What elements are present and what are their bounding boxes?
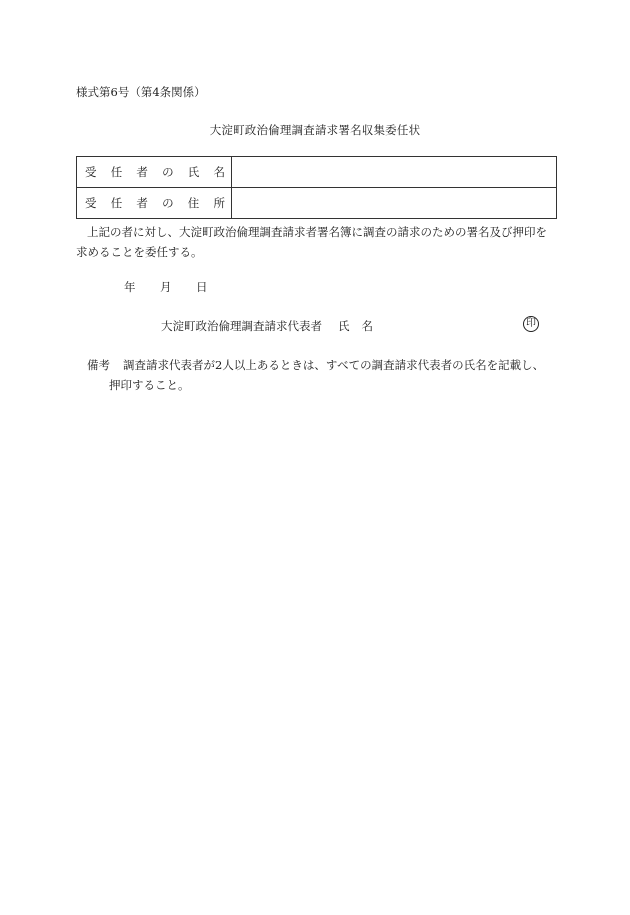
remarks bbox=[87, 355, 567, 395]
date-month-label: 月 bbox=[160, 280, 172, 294]
seal-mark-icon: 印 bbox=[523, 316, 539, 332]
remarks-line-1: 調査請求代表者が2人以上あるときは、すべての調査請求代表者の氏名を記載し、 bbox=[123, 358, 545, 372]
remarks-line-2: 押印すること。 bbox=[109, 378, 190, 392]
remarks-heading: 備考 bbox=[87, 358, 110, 372]
entrustment-statement: 上記の者に対し、大淀町政治倫理調査請求者署名簿に調査の請求のための署名及び押印を求めることを委任する。 bbox=[76, 225, 547, 259]
table-row bbox=[77, 188, 557, 219]
entrustee-name-field[interactable] bbox=[232, 157, 557, 188]
entrustee-info-table bbox=[76, 156, 557, 219]
representative-label: 大淀町政治倫理調査請求代表者 bbox=[161, 319, 322, 333]
date-year-label: 年 bbox=[124, 280, 136, 294]
entrustee-address-field[interactable] bbox=[232, 188, 557, 219]
name-label: 氏 名 bbox=[338, 319, 373, 333]
table-row bbox=[77, 157, 557, 188]
entrustee-name-label: 受 任 者 の 氏 名 bbox=[77, 157, 232, 188]
document-title: 大淀町政治倫理調査請求署名収集委任状 bbox=[209, 123, 421, 137]
form-number: 様式第6号（第4条関係） bbox=[76, 85, 206, 99]
date-day-label: 日 bbox=[196, 280, 208, 294]
entrustee-address-label: 受 任 者 の 住 所 bbox=[77, 188, 232, 219]
